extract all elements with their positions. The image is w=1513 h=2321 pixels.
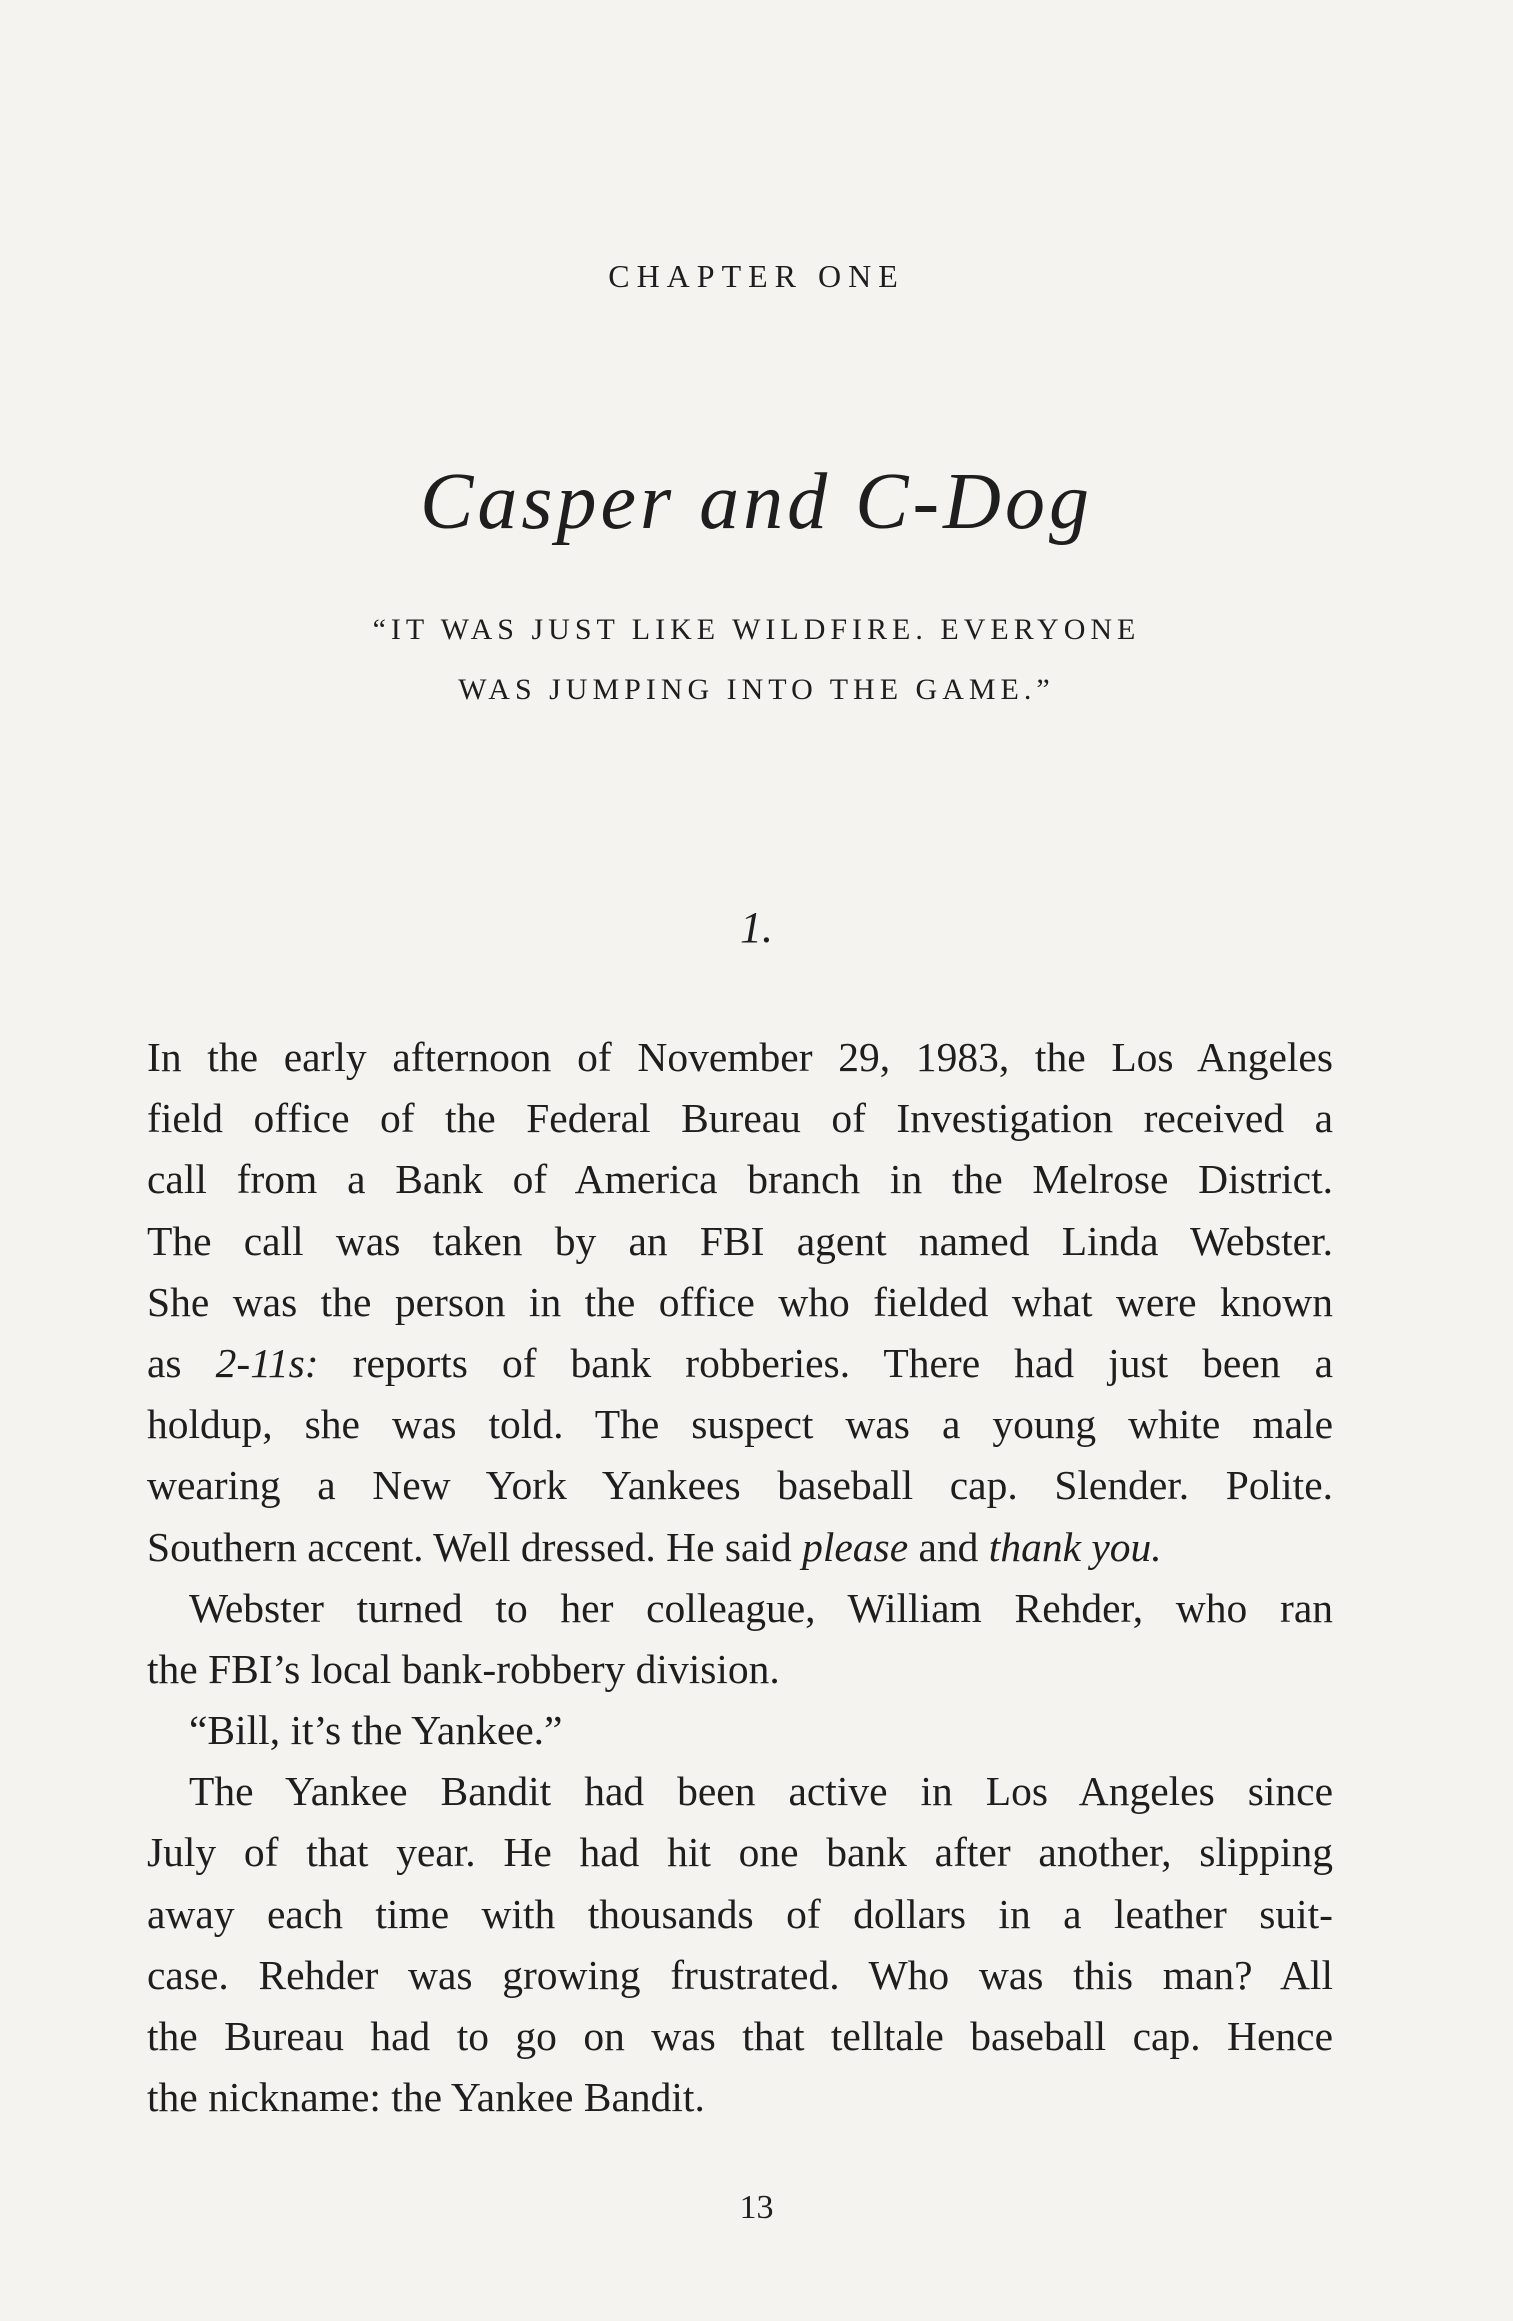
chapter-title: Casper and C-Dog bbox=[420, 458, 1093, 546]
section-number: 1. bbox=[740, 903, 773, 952]
epigraph-line: WAS JUMPING INTO THE GAME.” bbox=[458, 673, 1055, 706]
text-line: The call was taken by an FBI agent named Linda Webster. bbox=[147, 1217, 1333, 1264]
text-line: Webster turned to her colleague, William Rehder, who ran bbox=[189, 1584, 1333, 1631]
text-line: wearing a New York Yankees baseball cap. Slender. Polite. bbox=[147, 1462, 1333, 1509]
epigraph bbox=[0, 600, 1513, 720]
text-line: case. Rehder was growing frustrated. Who was this man? All bbox=[147, 1951, 1333, 1998]
body-text bbox=[147, 1027, 1333, 2128]
text-line: Southern accent. Well dressed. He said please and thank you. bbox=[147, 1523, 1162, 1570]
text-line: the FBI’s local bank-robbery division. bbox=[147, 1645, 780, 1692]
page-number: 13 bbox=[739, 2189, 774, 2226]
epigraph-line: “IT WAS JUST LIKE WILDFIRE. EVERYONE bbox=[372, 613, 1141, 646]
text-line: holdup, she was told. The suspect was a young white male bbox=[147, 1401, 1333, 1448]
text-line: as 2-11s: reports of bank robberies. There had just been a bbox=[147, 1339, 1333, 1386]
text-line: “Bill, it’s the Yankee.” bbox=[189, 1707, 563, 1754]
text-line: She was the person in the office who fielded what were known bbox=[147, 1278, 1333, 1325]
text-line: away each time with thousands of dollars in a leather suit- bbox=[147, 1890, 1333, 1937]
text-line: field office of the Federal Bureau of Investigation received a bbox=[147, 1095, 1333, 1142]
text-line: July of that year. He had hit one bank after another, slipping bbox=[147, 1829, 1333, 1876]
chapter-label: CHAPTER ONE bbox=[608, 258, 905, 294]
text-line: the nickname: the Yankee Bandit. bbox=[147, 2074, 705, 2121]
text-line: the Bureau had to go on was that telltale baseball cap. Hence bbox=[147, 2013, 1333, 2059]
text-line: call from a Bank of America branch in the Melrose District. bbox=[147, 1156, 1333, 1203]
text-line: In the early afternoon of November 29, 1983, the Los Angeles bbox=[147, 1034, 1333, 1080]
text-line: The Yankee Bandit had been active in Los Angeles since bbox=[189, 1768, 1333, 1815]
